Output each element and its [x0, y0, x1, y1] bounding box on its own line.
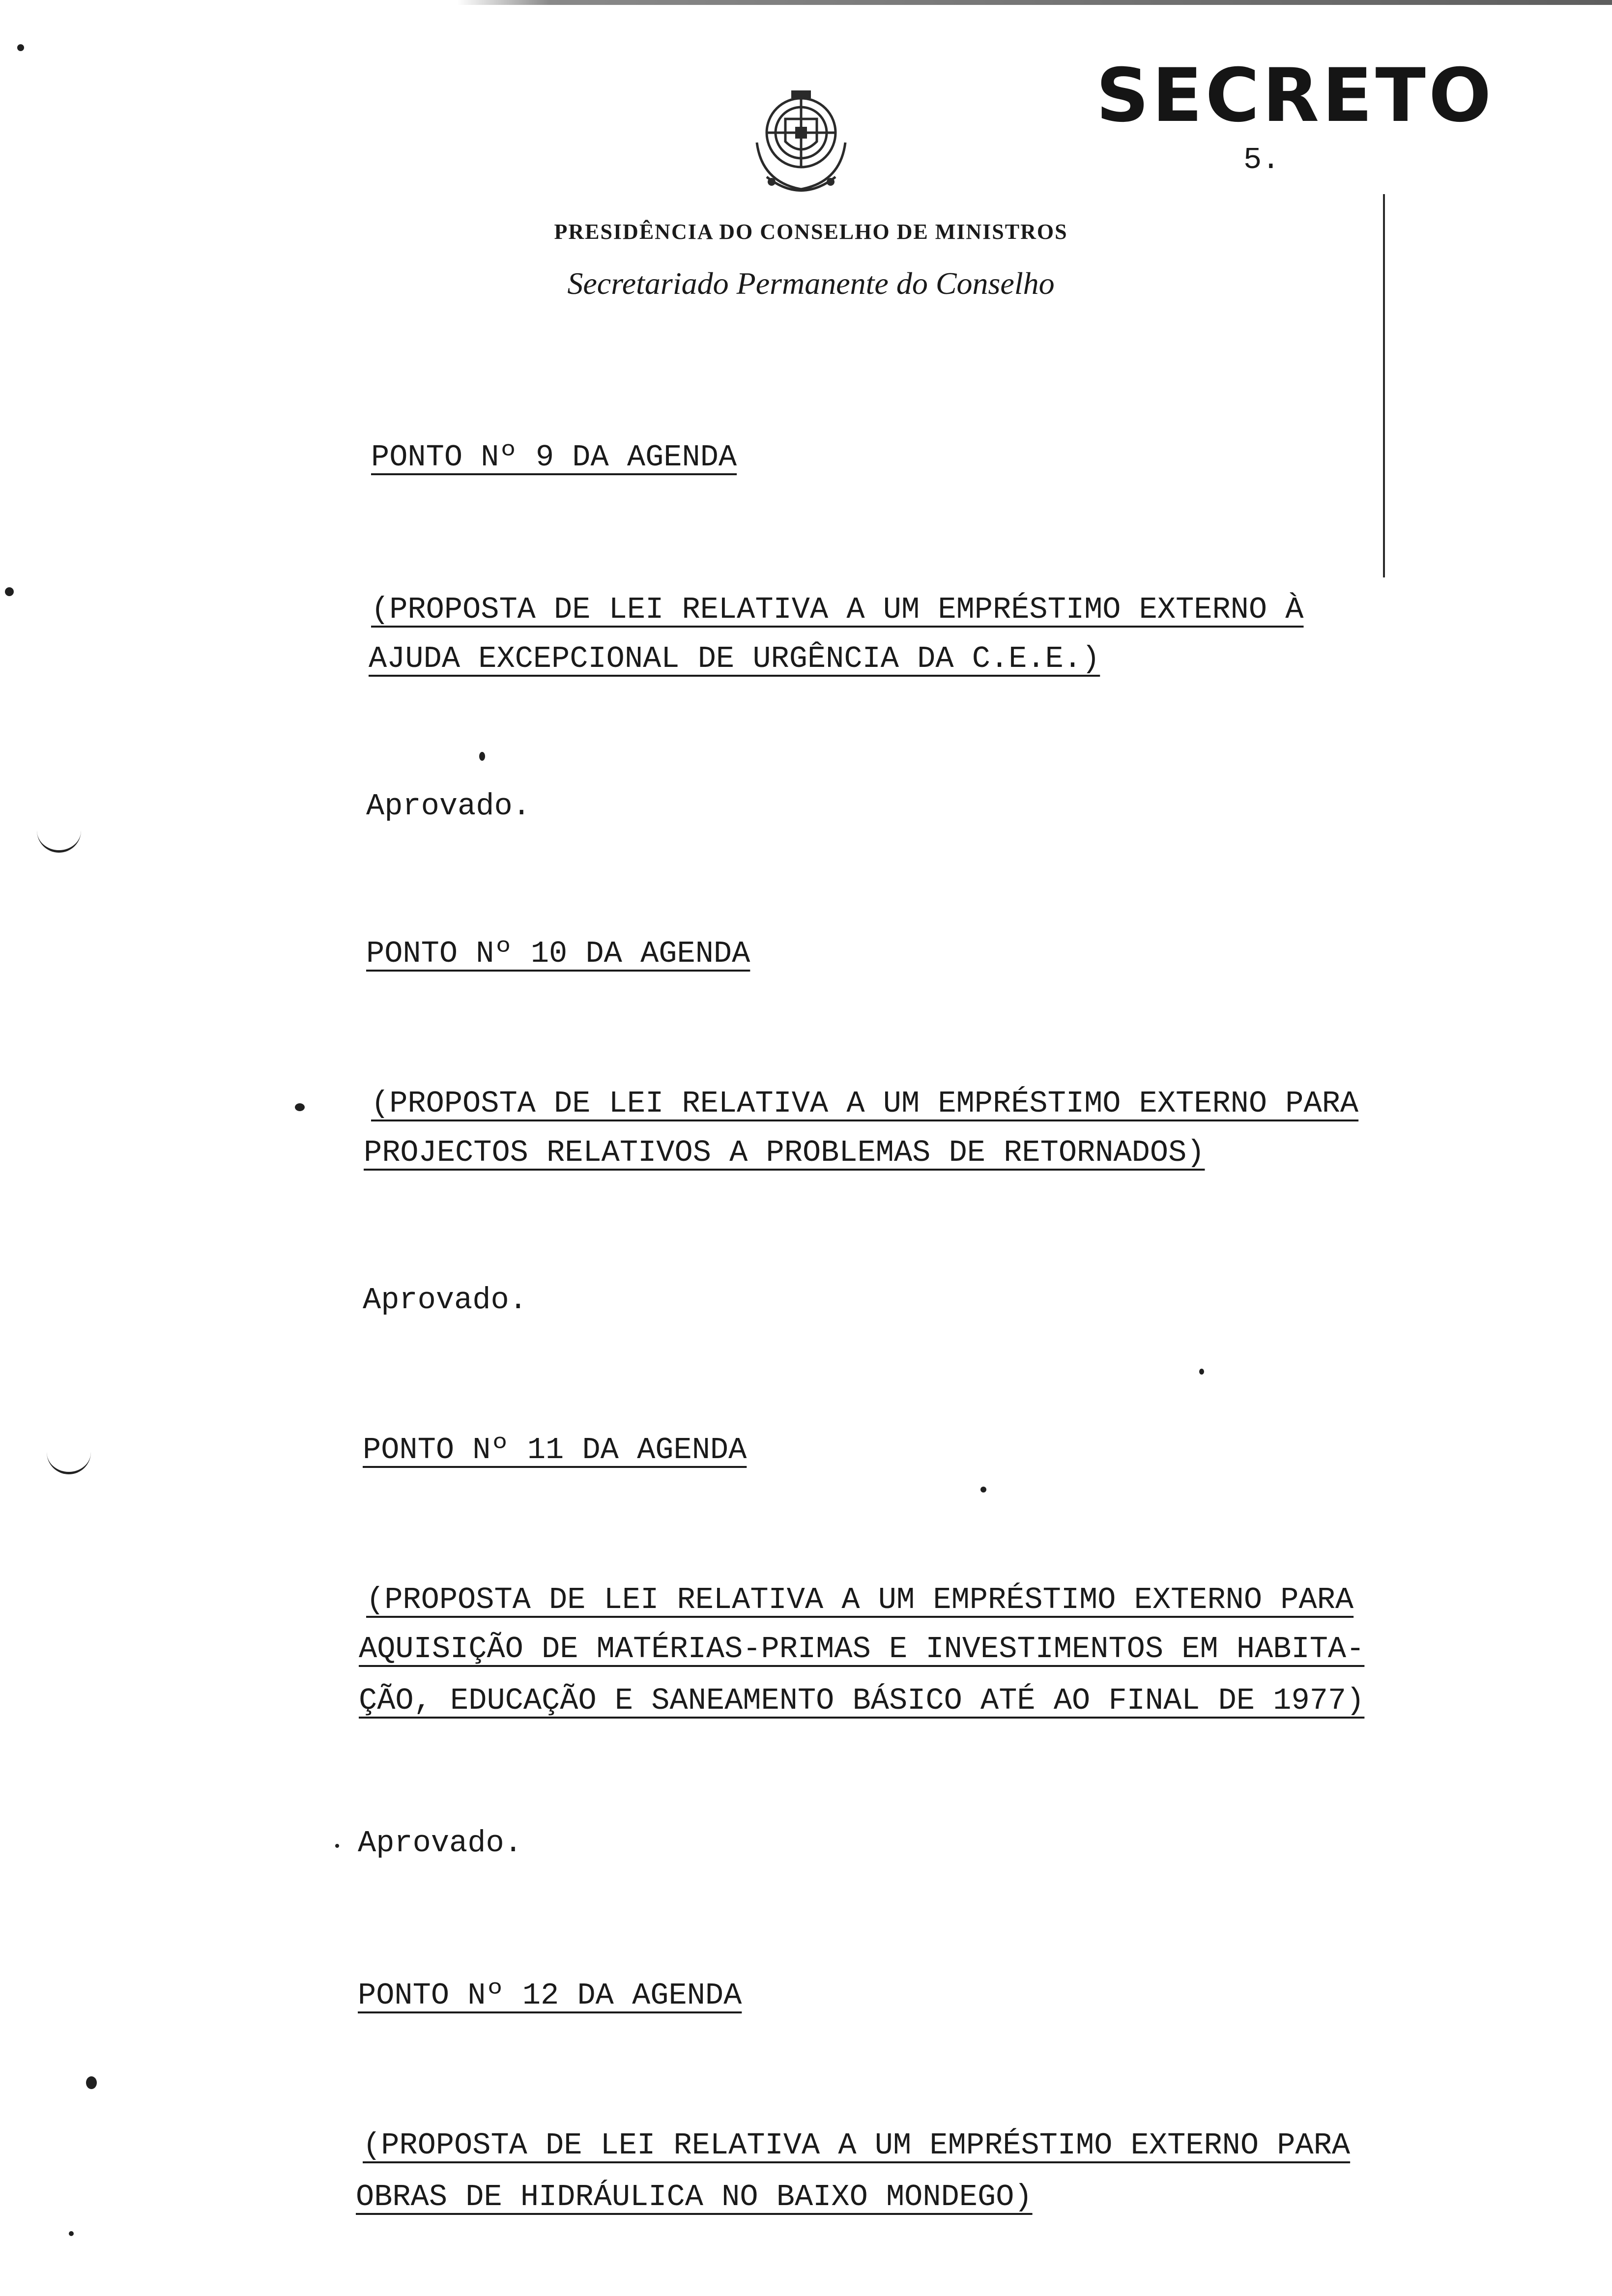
agenda-decision: Aprovado. — [366, 789, 531, 824]
classification-stamp: SECRETO — [1096, 53, 1495, 139]
margin-line — [1383, 194, 1385, 577]
coat-of-arms-icon — [737, 84, 865, 206]
agenda-description-line: (PROPOSTA DE LEI RELATIVA A UM EMPRÉSTIMO EXTERNO À — [371, 592, 1304, 627]
agenda-description-line: PROJECTOS RELATIVOS A PROBLEMAS DE RETORNADOS) — [364, 1135, 1205, 1170]
office-subtitle: Secretariado Permanente do Conselho — [567, 266, 1055, 301]
agenda-description-line: AJUDA EXCEPCIONAL DE URGÊNCIA DA C.E.E.) — [369, 641, 1100, 676]
agenda-description-line: AQUISIÇÃO DE MATÉRIAS-PRIMAS E INVESTIMENTOS EM HABITA- — [359, 1632, 1365, 1666]
page-number: 5. — [1243, 143, 1280, 177]
agenda-decision: Aprovado. — [363, 1283, 527, 1318]
margin-mark — [37, 831, 81, 853]
agenda-heading: PONTO Nº 9 DA AGENDA — [371, 440, 737, 475]
scan-speck — [980, 1487, 986, 1492]
agenda-heading: PONTO Nº 10 DA AGENDA — [366, 936, 750, 971]
scan-speck — [86, 2076, 97, 2089]
agenda-heading: PONTO Nº 12 DA AGENDA — [358, 1978, 742, 2013]
scan-speck — [17, 44, 24, 51]
margin-mark — [47, 1452, 91, 1474]
scan-speck — [295, 1103, 305, 1111]
scan-speck — [69, 2231, 74, 2236]
office-title: PRESIDÊNCIA DO CONSELHO DE MINISTROS — [554, 220, 1068, 244]
scan-speck — [5, 587, 14, 596]
agenda-decision: Aprovado. — [358, 1826, 522, 1861]
agenda-heading: PONTO Nº 11 DA AGENDA — [363, 1433, 747, 1467]
agenda-description-line: ÇÃO, EDUCAÇÃO E SANEAMENTO BÁSICO ATÉ AO FINAL DE 1977) — [359, 1683, 1365, 1718]
agenda-description-line: OBRAS DE HIDRÁULICA NO BAIXO MONDEGO) — [356, 2180, 1033, 2214]
scan-speck — [1199, 1369, 1204, 1375]
agenda-description-line: (PROPOSTA DE LEI RELATIVA A UM EMPRÉSTIMO EXTERNO PARA — [371, 1086, 1359, 1121]
agenda-description-line: (PROPOSTA DE LEI RELATIVA A UM EMPRÉSTIMO EXTERNO PARA — [363, 2128, 1351, 2163]
scan-speck — [335, 1844, 339, 1848]
scan-speck — [479, 752, 485, 761]
agenda-description-line: (PROPOSTA DE LEI RELATIVA A UM EMPRÉSTIMO EXTERNO PARA — [366, 1582, 1354, 1617]
top-edge-rule — [457, 0, 1612, 5]
